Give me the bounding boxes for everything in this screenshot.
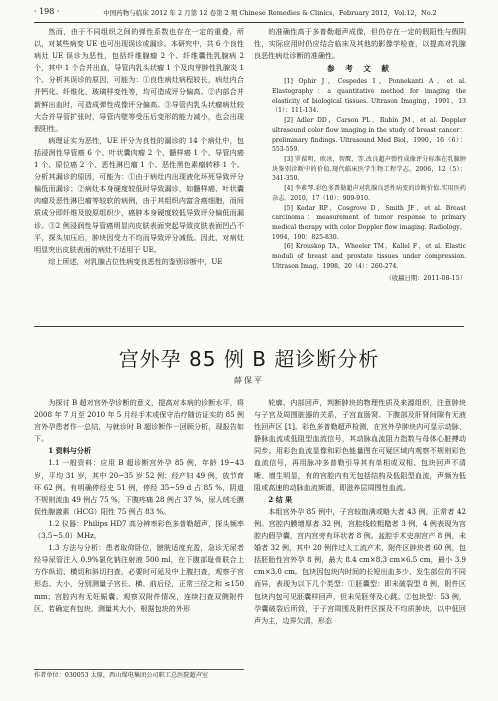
paragraph: 1.3 方法与分析：患者取仰卧位，膀胱适度充盈，急诊无尿者经导尿管注入 0.9%氯化钠注射液 500 ml，在下腹部耻骨联合上方作纵切、横切和斜切扫查，必要时可延及中上腹扫查，观察子宫形态、大小，分别测量子宫长、横、前后径，正常三径之和 ≤150 mm；宫腔内有无妊娠囊、观察双附件情况，连续扫查双侧附件区，若确定有包块，测量其大小，根据包块的外形 bbox=[34, 543, 244, 613]
bottom-left-column bbox=[34, 397, 244, 615]
paragraph: 的准确性高于多普勒超声成像，但仍存在一定的假阳性与假阴性，实际应用时仍应结合临床及其他的影像学检查，以提高对乳腺良恶性病灶诊断的准确性。 bbox=[254, 27, 466, 61]
reference-item: [3] 罗葆明，欧冰，智鹰，等.改良超声弹性成像评分标准在乳腺肿块鉴别诊断中的价值.现代临床医学生物工程学志，2006，12（5）：341-350. bbox=[272, 156, 466, 183]
paragraph: 轮廓、内部回声，判断肿块的物理性质及来源组织，注意肿块与子宫及周围脏器的关系，子宫直肠窝、下腹部及肝肾间隙有无液性回声区 [1]。彩色多普勒超声检测，在宫外孕肿块内可显示动脉、静脉血流或低阻型血流信号，其动脉血流阻力指数与母体心脏搏动同步。用彩色血流显像和彩色能量图在可疑区域内观察不规则彩色血流信号，再用脉冲多普勒引导其有单相或双相、包块回声不清晰、增生明显，有的宫腔内有无包括结构及低阻型血流，声频为低阻或高速的动脉血流频谱，即滋养层周围性血流。 bbox=[254, 398, 466, 492]
reference-item: [6] Krouskop TA，Wheeler TM，Kallel F，et al. Elastic moduli of breast and prostate tissues under compression. Ultrason Imag，1998，20（4）：260-274. bbox=[272, 243, 466, 270]
journal-info: 中国药物与临床 2012 年 2 月第 12 卷第 2 期 Chinese Remedies & Clinics，February 2012，Vol.12，No.2 bbox=[103, 9, 437, 17]
author-affiliation-footnote: 作者单位：030053 太原，西山煤电集团公司职工总医院超声室 bbox=[34, 669, 244, 681]
paragraph: 1.1 一般资料：应用 B 超诊断宫外孕 85 例，年龄 19~43 岁，平均 31 岁，其中 20~35 岁 52 例；经产妇 49 例，放节育环 62 例。有明确停经史 51 例，停经 35~59 d 占 85 %，阴道不规则流血 49 例占 75 %，下腹疼痛 28 例占 37 %，尿人绒毛膜促性腺激素（HCG）阳性 75 例占 83 %。 bbox=[34, 458, 244, 516]
intro-paragraph: 为探讨 B 超对宫外孕诊断的意义，提高对本病的诊断水平，将 2008 年 7 月至 2010 年 5 月经手术或保守治疗随访证实的 85 例宫外孕患者作一总结，与就诊时 B 超诊断作一回顾分析，现报告如下。 bbox=[34, 398, 244, 444]
reference-item: [5] Kedar RP，Cosgrove D，Smith JF，et al. Breast carcinoma：measurement of tumor response to primary medical therapy with color Doppler flow imaging. Radiology，1994，190：825-830. bbox=[272, 204, 466, 241]
section-divider bbox=[34, 326, 464, 327]
section-heading: 2 结 果 bbox=[268, 494, 293, 504]
paragraph: 病理证实为恶性，UE 评分为良性的漏诊的 14 个病灶中，包括浸润性导管癌 6 个、叶状囊肉瘤 2 个、髓样癌 1 个、导管内癌 1 个、原位癌 2 个、恶性淋巴瘤 1 个、恶性黑色素瘤转移 1 个。分析其漏诊的原因，可能为：①由于病灶内出现液化坏死导致评分偏低而漏诊；②病灶本身硬度较低时导致漏诊，如髓样癌、叶状囊肉瘤及恶性淋巴瘤等较软的病例，由于其组织内富含癌细胞，而间质成分即纤维及胶原组织少，癌肿本身硬度较低导致评分偏低而漏诊。③2 例浸润性导管癌明显向皮肤表面突起导致皮肤表面凹凸不平，探头加压后，肿块因受力不均而导致评分减低。因此，对病灶明显突出皮肤表面的病灶不适用于 UE。 bbox=[34, 135, 244, 254]
received-date: （收稿日期：2011-08-15） bbox=[385, 275, 466, 283]
bottom-right-column bbox=[254, 397, 466, 627]
page-header bbox=[34, 4, 464, 23]
reference-item: [4] 李素琴.彩色多普勒超声对乳腺良恶性病变的诊断价值.实用医药杂志，2010，17（10）：909-910. bbox=[272, 185, 466, 202]
article-title: 宫外孕 85 例 B 超诊断分析 bbox=[118, 347, 380, 371]
page-number: · 198 · bbox=[34, 7, 60, 16]
article-author: 薛保平 bbox=[234, 376, 264, 385]
paragraph: 然而，由于不同组织之间的弹性系数也存在一定的重叠，所以，对某些病变 UE 也可出现误诊或漏诊。本研究中，共 6 个良性病灶 UE 误诊为恶性，包括纤维腺瘤 2 个、纤维囊性乳腺病 2 个，其中 1 个合并出血，导管内乳头状瘤 1 个及肉芽肿性乳腺炎 1 个。分析其误诊的原因，可能为：①良性病灶病程较长，病灶内合并钙化、纤维化、玻璃样变性等，均可造成评分偏高。②内部合并新鲜出血时，可造成弹性成像评分偏高。③导管内乳头状瘤病灶较大合并导管扩张时，导管内壁等受压后变形的能力减小，也会出现假阳性。 bbox=[34, 27, 244, 133]
top-right-column bbox=[254, 26, 466, 286]
reference-item: [2] Adler DD，Carson PL，Rubin JM，et al. Doppler ultrasound color flow imaging in the study of breast cancer：preliminary findings. Ultrasound Med Biol，1990，16（6）：553-559. bbox=[272, 117, 466, 154]
paragraph: 综上所述，对乳腺占位性病变良恶性的鉴别诊断中，UE bbox=[48, 256, 223, 266]
section-heading: 1 资料与分析 bbox=[48, 446, 92, 456]
paragraph: 1.2 仪器：Philips HD7 高分辨率彩色多普勒超声，探头频率（3.5~5.0）MHz。 bbox=[34, 518, 244, 541]
reference-item: [1] Ophir J，Cespedes I，Ponnekanti A，et al. Elastography：a quantitative method for imaging the elasticity of biological tissues. Ultrason Imaging，1991，13（1）：111-134. bbox=[272, 78, 466, 115]
references-heading: 参 考 文 献 bbox=[327, 64, 393, 74]
paragraph: 本组宫外孕 85 例中，子宫较饱满或略大者 43 例，正常者 42 例。宫腔内膜增厚者 32 例，宫腔线较粗糙者 3 例，4 例表现为宫腔内假孕囊，宫内宫旁有环状者 8 例。盆腔手术史剖宫产 8 例，未婚者 32 例，其中 20 例伴过人工流产术，附件区肿块者 60 例，包括胚胎性宫外孕 8 例，最大 8.4 cm×8.3 cm×6.5 cm，最小 3.9 cm×3.0 cm。包块因包块内时间的长短出血多少、发生部位的不同而异，表现为以下几个类型：①胚囊型：即未破裂型 8 例，附件区包块内包可见胚囊样回声，但未见胚芽及心跳。②包块型：53 例，孕囊破裂后所致，于子宫周围及附件区探及不均质肿块，以中低回声为主，边界欠清，形态 bbox=[254, 506, 466, 625]
top-left-column bbox=[34, 26, 244, 268]
